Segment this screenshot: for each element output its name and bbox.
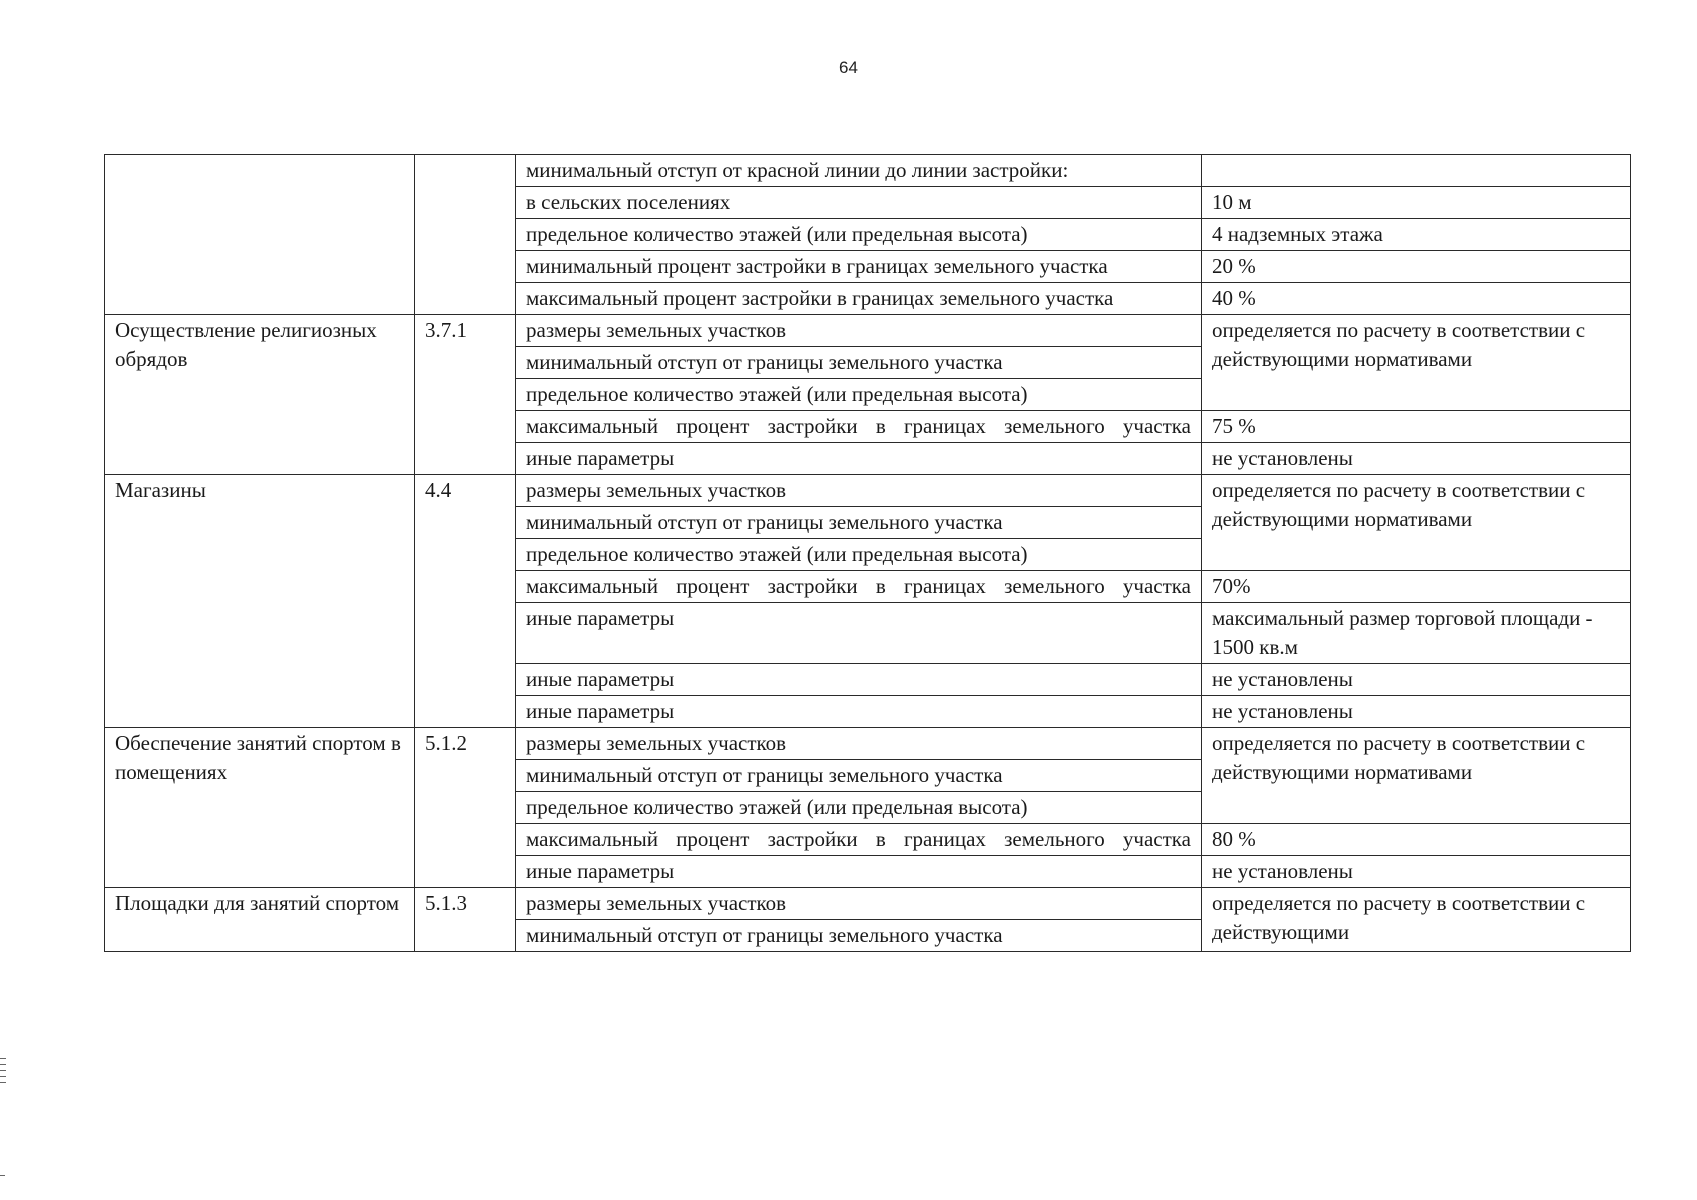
use-code-cell: 5.1.2 — [415, 728, 516, 888]
table-row — [105, 315, 1631, 347]
value-cell: определяется по расчету в соответствии с действующими нормативами — [1202, 728, 1631, 824]
param-cell: размеры земельных участков — [516, 315, 1202, 347]
param-cell: размеры земельных участков — [516, 475, 1202, 507]
value-cell: не установлены — [1202, 443, 1631, 475]
use-code-cell — [415, 155, 516, 315]
value-cell: 70% — [1202, 571, 1631, 603]
param-cell: предельное количество этажей (или предельная высота) — [516, 792, 1202, 824]
param-cell: минимальный отступ от границы земельного участка — [516, 760, 1202, 792]
param-cell: максимальный процент застройки в границах земельного участка — [516, 283, 1202, 315]
param-cell: иные параметры — [516, 443, 1202, 475]
value-cell: не установлены — [1202, 664, 1631, 696]
param-cell: предельное количество этажей (или предельная высота) — [516, 539, 1202, 571]
use-code-cell: 5.1.3 — [415, 888, 516, 952]
use-type-cell: Осуществление религиозных обрядов — [105, 315, 415, 475]
use-type-cell: Магазины — [105, 475, 415, 728]
value-cell: определяется по расчету в соответствии с действующими нормативами — [1202, 475, 1631, 571]
value-cell: определяется по расчету в соответствии с действующими нормативами — [1202, 315, 1631, 411]
param-cell: минимальный процент застройки в границах земельного участка — [516, 251, 1202, 283]
table-row — [105, 155, 1631, 187]
value-cell — [1202, 155, 1631, 187]
value-cell: максимальный размер торговой площади - 1500 кв.м — [1202, 603, 1631, 664]
param-cell: иные параметры — [516, 603, 1202, 664]
margin-scan-marks — [0, 1058, 6, 1088]
use-code-cell: 3.7.1 — [415, 315, 516, 475]
param-cell: в сельских поселениях — [516, 187, 1202, 219]
param-cell: иные параметры — [516, 696, 1202, 728]
use-type-cell: Обеспечение занятий спортом в помещениях — [105, 728, 415, 888]
value-cell: 40 % — [1202, 283, 1631, 315]
page-number: 64 — [839, 58, 858, 77]
param-cell: предельное количество этажей (или предельная высота) — [516, 219, 1202, 251]
value-cell: 4 надземных этажа — [1202, 219, 1631, 251]
param-cell: минимальный отступ от границы земельного участка — [516, 507, 1202, 539]
value-cell: 75 % — [1202, 411, 1631, 443]
table-row — [105, 888, 1631, 920]
param-cell: иные параметры — [516, 664, 1202, 696]
param-cell: максимальный процент застройки в границах земельного участка — [516, 411, 1202, 443]
value-cell: не установлены — [1202, 696, 1631, 728]
table-row — [105, 475, 1631, 507]
param-cell: минимальный отступ от красной линии до линии застройки: — [516, 155, 1202, 187]
value-cell: 80 % — [1202, 824, 1631, 856]
use-code-cell: 4.4 — [415, 475, 516, 728]
value-cell: 20 % — [1202, 251, 1631, 283]
param-cell: размеры земельных участков — [516, 728, 1202, 760]
table-row — [105, 728, 1631, 760]
param-cell: минимальный отступ от границы земельного участка — [516, 920, 1202, 952]
value-cell: 10 м — [1202, 187, 1631, 219]
param-cell: минимальный отступ от границы земельного участка — [516, 347, 1202, 379]
use-type-cell — [105, 155, 415, 315]
param-cell: предельное количество этажей (или предельная высота) — [516, 379, 1202, 411]
param-cell: иные параметры — [516, 856, 1202, 888]
land-use-parameters-table — [104, 154, 1631, 952]
value-cell: определяется по расчету в соответствии с действующими — [1202, 888, 1631, 952]
margin-scan-dash — [0, 1175, 5, 1176]
param-cell: размеры земельных участков — [516, 888, 1202, 920]
param-cell: максимальный процент застройки в границах земельного участка — [516, 824, 1202, 856]
use-type-cell: Площадки для занятий спортом — [105, 888, 415, 952]
value-cell: не установлены — [1202, 856, 1631, 888]
param-cell: максимальный процент застройки в границах земельного участка — [516, 571, 1202, 603]
